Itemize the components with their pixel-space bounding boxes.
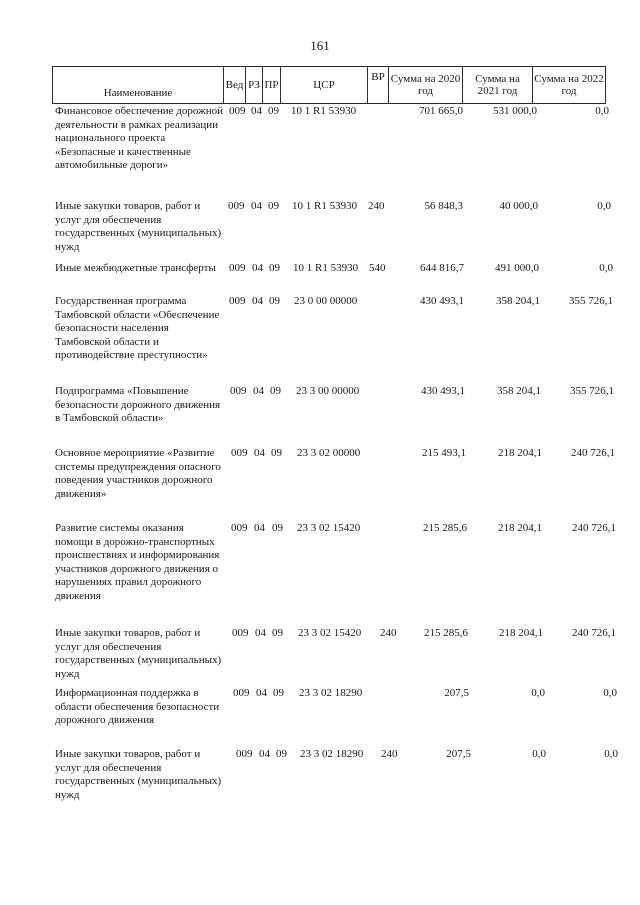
row-sum2022: 240 726,1	[571, 447, 615, 459]
header-name: Наименование	[53, 67, 224, 104]
row-pr: 09	[276, 748, 287, 760]
row-pr: 09	[270, 385, 281, 397]
row-name: Основное мероприятие «Развитие системы предупреждения опасного поведения участников дорожного движения»	[55, 447, 221, 500]
row-csr: 23 3 02 15420	[298, 627, 362, 639]
row-name: Подпрограмма «Повышение безопасности дорожного движения в Тамбовской области»	[55, 385, 221, 424]
row-csr: 23 3 02 18290	[299, 687, 363, 699]
row-ved: 009	[229, 262, 246, 274]
row-name: Информационная поддержка в области обеспечения безопасности дорожного движения	[55, 687, 220, 726]
header-sum2021: Сумма на 2021 год	[463, 67, 533, 104]
row-rz: 04	[256, 687, 267, 699]
row-csr: 23 0 00 00000	[294, 295, 358, 307]
row-name: Развитие системы оказания помощи в дорожно-транспортных происшествиях и информирования участников дорожного движения о нарушениях правил дорожного движения	[55, 522, 220, 602]
header-csr: ЦСР	[281, 67, 368, 104]
row-pr: 09	[268, 200, 279, 212]
row-csr: 10 1 R1 53930	[291, 105, 357, 117]
row-name: Иные закупки товаров, работ и услуг для обеспечения государственных (муниципальных) нужд	[55, 200, 222, 253]
row-name: Иные межбюджетные трансферты	[55, 262, 216, 274]
row-sum2022: 355 726,1	[570, 385, 614, 397]
row-sum2021: 358 204,1	[496, 295, 540, 307]
header-rz: РЗ	[246, 67, 263, 104]
header-pr: ПР	[263, 67, 281, 104]
row-name: Иные закупки товаров, работ и услуг для обеспечения государственных (муниципальных) нужд	[55, 627, 222, 680]
row-vr: 540	[369, 262, 386, 274]
page-number: 161	[310, 38, 330, 53]
row-csr: 23 3 02 15420	[297, 522, 361, 534]
row-sum2020: 215 285,6	[424, 627, 468, 639]
row-ved: 009	[229, 295, 246, 307]
table-header	[52, 66, 606, 104]
row-pr: 09	[269, 262, 280, 274]
row-sum2022: 0,0	[603, 687, 617, 699]
header-sum2022: Сумма на 2022 год	[533, 67, 606, 104]
row-sum2021: 218 204,1	[498, 522, 542, 534]
row-pr: 09	[268, 105, 279, 117]
row-vr: 240	[380, 627, 397, 639]
row-ved: 009	[231, 522, 248, 534]
row-csr: 23 3 02 18290	[300, 748, 364, 760]
row-sum2022: 0,0	[604, 748, 618, 760]
row-pr: 09	[273, 687, 284, 699]
row-name: Государственная программа Тамбовской области «Обеспечение безопасности населения Тамбовской области и противодействие преступности»	[55, 295, 220, 361]
row-rz: 04	[251, 200, 262, 212]
row-ved: 009	[236, 748, 253, 760]
row-pr: 09	[269, 295, 280, 307]
row-sum2020: 644 816,7	[420, 262, 464, 274]
row-sum2020: 207,5	[446, 748, 471, 760]
row-csr: 23 3 00 00000	[296, 385, 360, 397]
row-sum2021: 218 204,1	[499, 627, 543, 639]
row-csr: 10 1 R1 53930	[292, 200, 358, 212]
row-sum2021: 531 000,0	[493, 105, 537, 117]
row-rz: 04	[259, 748, 270, 760]
row-vr: 240	[368, 200, 385, 212]
row-sum2022: 0,0	[595, 105, 609, 117]
row-sum2020: 430 493,1	[420, 295, 464, 307]
row-rz: 04	[251, 105, 262, 117]
row-sum2021: 358 204,1	[497, 385, 541, 397]
row-ved: 009	[228, 200, 245, 212]
row-ved: 009	[231, 447, 248, 459]
header-ved: Вед	[224, 67, 246, 104]
row-pr: 09	[271, 447, 282, 459]
row-ved: 009	[230, 385, 247, 397]
row-sum2020: 701 665,0	[419, 105, 463, 117]
row-ved: 009	[233, 687, 250, 699]
row-csr: 10 1 R1 53930	[293, 262, 359, 274]
row-sum2020: 430 493,1	[421, 385, 465, 397]
row-sum2022: 240 726,1	[572, 627, 616, 639]
row-sum2021: 0,0	[531, 687, 545, 699]
row-rz: 04	[254, 447, 265, 459]
row-rz: 04	[253, 385, 264, 397]
row-sum2022: 355 726,1	[569, 295, 613, 307]
row-sum2022: 240 726,1	[572, 522, 616, 534]
row-sum2020: 215 285,6	[423, 522, 467, 534]
header-sum2020: Сумма на 2020 год	[389, 67, 463, 104]
row-sum2021: 40 000,0	[499, 200, 538, 212]
row-rz: 04	[252, 262, 263, 274]
header-vr: ВР	[368, 67, 389, 104]
row-sum2022: 0,0	[599, 262, 613, 274]
row-ved: 009	[229, 105, 246, 117]
row-sum2021: 0,0	[532, 748, 546, 760]
row-pr: 09	[272, 627, 283, 639]
row-sum2020: 207,5	[444, 687, 469, 699]
row-pr: 09	[272, 522, 283, 534]
row-sum2020: 56 848,3	[424, 200, 463, 212]
row-rz: 04	[255, 627, 266, 639]
row-sum2021: 491 000,0	[495, 262, 539, 274]
row-rz: 04	[252, 295, 263, 307]
row-sum2020: 215 493,1	[422, 447, 466, 459]
row-sum2021: 218 204,1	[498, 447, 542, 459]
row-vr: 240	[381, 748, 398, 760]
row-rz: 04	[254, 522, 265, 534]
row-name: Финансовое обеспечение дорожной деятельности в рамках реализации национального проекта «Безопасные и качественные автомобильные дороги»	[55, 105, 224, 171]
row-ved: 009	[232, 627, 249, 639]
row-name: Иные закупки товаров, работ и услуг для обеспечения государственных (муниципальных) нужд	[55, 748, 222, 801]
row-sum2022: 0,0	[597, 200, 611, 212]
row-csr: 23 3 02 00000	[297, 447, 361, 459]
